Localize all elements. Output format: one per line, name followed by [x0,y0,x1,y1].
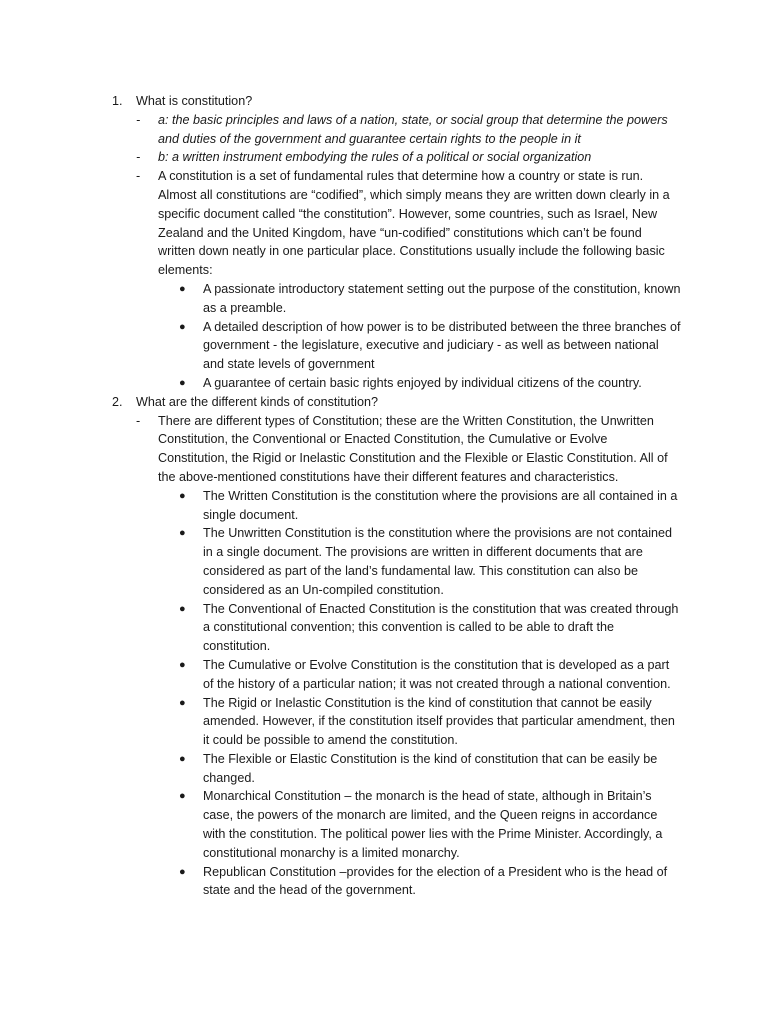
list-item-text: A guarantee of certain basic rights enjoyed by individual citizens of the country. [203,375,642,390]
question-1 [0,92,676,111]
list-item-text: The Rigid or Inelastic Constitution is the kind of constitution that cannot be easily amended. However, if the constitution itself provides that particular amendment, then it could be possible to amend the constitution. [203,695,675,748]
list-item [0,487,681,525]
dash-marker: - [136,112,141,127]
list-item-text: Republican Constitution –provides for the election of a President who is the head of state and the head of the government. [203,864,668,898]
bullet-icon: ● [179,282,186,295]
dash-marker: - [136,413,141,428]
bullet-icon: ● [179,489,186,502]
document-page [0,92,768,900]
list-item-text: The Written Constitution is the constitution where the provisions are all contained in a single document. [203,488,678,522]
list-item [0,750,681,788]
bullet-icon: ● [179,376,186,389]
list-item [0,656,681,694]
explanation-paragraph [0,167,678,280]
list-item [0,524,681,599]
definition-a [0,111,678,149]
paragraph-text: A constitution is a set of fundamental rules that determine how a country or state is run. Almost all constitutions are “codified”, which simply means they are written down clearly in a specific document called “the constitution”. However, some countries, such as Israel, New Zealand and the United Kingdom, have “un-codified” constitutions which can’t be found written down neatly in one particular place. Constitutions usually include the following basic elements: [158,169,670,278]
list-item [0,694,681,750]
list-item-text: Monarchical Constitution – the monarch is the head of state, although in Britain’s case, the powers of the monarch are limited, and the Queen reigns in accordance with the constitution. The political power lies with the Prime Minister. Accordingly, a constitutional monarchy is a limited monarchy. [203,789,663,860]
bullet-icon: ● [179,790,186,803]
bullet-icon: ● [179,752,186,765]
bullet-icon: ● [179,320,186,333]
list-item-text: A passionate introductory statement setting out the purpose of the constitution, known as a preamble. [203,281,681,315]
question-title: What is constitution? [136,94,253,108]
question-title: What are the different kinds of constitution? [136,394,378,409]
bullet-icon: ● [179,696,186,709]
question-2 [0,393,676,412]
definition-text: b: a written instrument embodying the rules of a political or social organization [158,150,592,165]
list-item [0,600,681,656]
question-number: 1. [112,94,123,108]
list-item-text: The Cumulative or Evolve Constitution is the constitution that is developed as a part of the history of a particular nation; it was not created through a national convention. [203,657,671,691]
list-item-text: The Conventional of Enacted Constitution is the constitution that was created through a constitutional convention; this convention is called to be able to draft the constitution. [203,601,679,654]
list-item-text: The Flexible or Elastic Constitution is the kind of constitution that can be easily be changed. [203,751,658,785]
bullet-icon: ● [179,602,186,615]
list-item [0,280,681,318]
paragraph-text: There are different types of Constitution; these are the Written Constitution, the Unwritten Constitution, the Conventional or Enacted Constitution, the Cumulative or Evolve Constitution, the Rigid or Inelastic Constitution and the Flexible or Elastic Constitution. All of the above-mentioned constitutions have their different features and characteristics. [158,413,668,484]
definition-b [0,148,678,167]
list-item-text: The Unwritten Constitution is the constitution where the provisions are not contained in a single document. The provisions are written in different documents that are considered as part of the land’s fundamental law. This constitution can also be considered as an Un-compiled constitution. [203,526,673,597]
bullet-icon: ● [179,527,186,540]
bullet-icon: ● [179,658,186,671]
list-item [0,787,681,862]
dash-marker: - [136,169,141,184]
list-item-text: A detailed description of how power is to be distributed between the three branches of government - the legislature, executive and judiciary - as well as between national and state levels of government [203,319,681,372]
bullet-icon: ● [179,865,186,878]
definition-text: a: the basic principles and laws of a nation, state, or social group that determine the powers and duties of the government and guarantee certain rights to the people in it [158,112,668,146]
list-item [0,374,681,393]
list-item [0,863,681,901]
question-number: 2. [112,394,123,409]
list-item [0,318,681,374]
types-paragraph [0,412,678,487]
dash-marker: - [136,150,141,165]
